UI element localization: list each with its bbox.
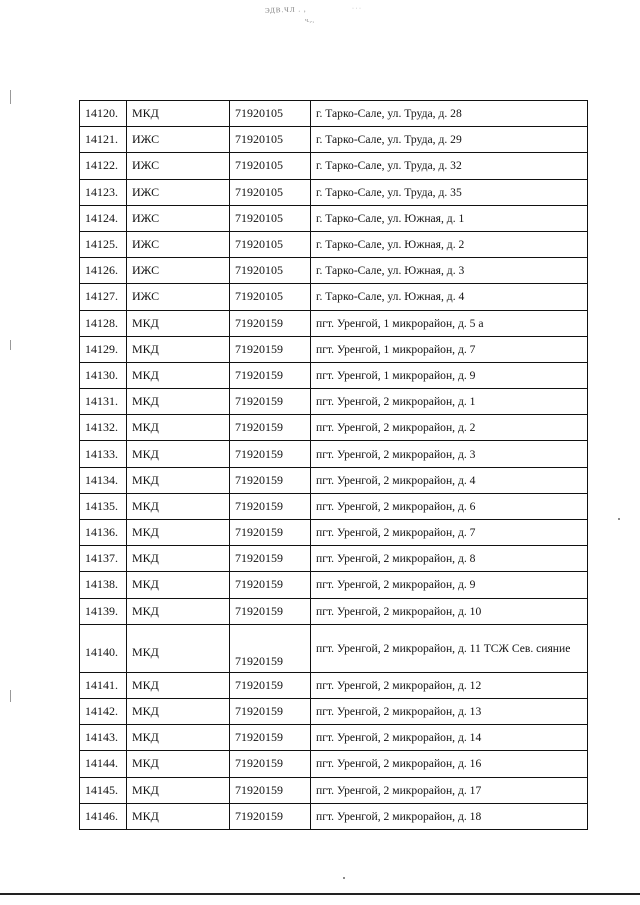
oktmo-code-cell: 71920159 [230,751,311,777]
page-bottom-edge [0,893,640,895]
address-cell: пгт. Уренгой, 2 микрорайон, д. 6 [311,493,588,519]
object-type-cell: МКД [127,493,230,519]
row-number-cell: 14125. [80,231,127,257]
address-cell: пгт. Уренгой, 2 микрорайон, д. 1 [311,389,588,415]
table-row [80,467,588,493]
address-cell: пгт. Уренгой, 1 микрорайон, д. 7 [311,336,588,362]
oktmo-code-cell: 71920159 [230,467,311,493]
address-cell: пгт. Уренгой, 2 микрорайон, д. 13 [311,698,588,724]
scan-edge-mark [10,90,11,104]
row-number-cell: 14141. [80,672,127,698]
table-row [80,205,588,231]
object-type-cell: МКД [127,415,230,441]
address-cell: пгт. Уренгой, 2 микрорайон, д. 2 [311,415,588,441]
scan-speck [343,877,345,879]
address-cell: пгт. Уренгой, 2 микрорайон, д. 16 [311,751,588,777]
row-number-cell: 14142. [80,698,127,724]
table-row [80,441,588,467]
row-number-cell: 14129. [80,336,127,362]
oktmo-code-cell: 71920105 [230,127,311,153]
row-number-cell: 14126. [80,258,127,284]
address-cell: пгт. Уренгой, 2 микрорайон, д. 14 [311,725,588,751]
object-type-cell: МКД [127,389,230,415]
object-type-cell: МКД [127,672,230,698]
object-type-cell: ИЖС [127,284,230,310]
table-row [80,310,588,336]
object-type-cell: ИЖС [127,179,230,205]
row-number-cell: 14138. [80,572,127,598]
address-cell: г. Тарко-Сале, ул. Южная, д. 1 [311,205,588,231]
row-number-cell: 14121. [80,127,127,153]
table-row [80,546,588,572]
row-number-cell: 14122. [80,153,127,179]
oktmo-code-cell: 71920105 [230,205,311,231]
oktmo-code-cell: 71920105 [230,153,311,179]
oktmo-code-cell: 71920105 [230,231,311,257]
table-row [80,389,588,415]
table-row [80,777,588,803]
object-type-cell: МКД [127,751,230,777]
oktmo-code-cell: 71920159 [230,698,311,724]
table-row [80,179,588,205]
scan-speck [618,518,620,520]
object-type-cell: ИЖС [127,231,230,257]
table-row [80,336,588,362]
oktmo-code-cell: 71920159 [230,546,311,572]
object-type-cell: МКД [127,803,230,829]
row-number-cell: 14132. [80,415,127,441]
header-stamp-sub: ч.,., [305,18,315,24]
address-cell: пгт. Уренгой, 2 микрорайон, д. 17 [311,777,588,803]
address-cell: пгт. Уренгой, 2 микрорайон, д. 7 [311,520,588,546]
oktmo-code-cell: 71920105 [230,101,311,127]
table-row [80,572,588,598]
table-row [80,751,588,777]
scan-edge-mark [10,340,11,350]
row-number-cell: 14131. [80,389,127,415]
object-type-cell: МКД [127,336,230,362]
object-type-cell: МКД [127,698,230,724]
oktmo-code-cell: 71920105 [230,258,311,284]
row-number-cell: 14143. [80,725,127,751]
oktmo-code-cell: 71920105 [230,179,311,205]
table-row [80,624,588,672]
table-row [80,101,588,127]
row-number-cell: 14130. [80,362,127,388]
address-cell: пгт. Уренгой, 2 микрорайон, д. 11 ТСЖ Сев. сияние [311,624,588,672]
registry-table [79,100,588,830]
oktmo-code-cell: 71920159 [230,803,311,829]
address-cell: пгт. Уренгой, 2 микрорайон, д. 3 [311,441,588,467]
oktmo-code-cell: 71920159 [230,415,311,441]
oktmo-code-cell: 71920105 [230,284,311,310]
row-number-cell: 14144. [80,751,127,777]
table-row [80,362,588,388]
row-number-cell: 14127. [80,284,127,310]
row-number-cell: 14140. [80,624,127,672]
oktmo-code-cell: 71920159 [230,777,311,803]
object-type-cell: МКД [127,546,230,572]
oktmo-code-cell: 71920159 [230,336,311,362]
object-type-cell: ИЖС [127,127,230,153]
address-cell: пгт. Уренгой, 1 микрорайон, д. 9 [311,362,588,388]
address-cell: пгт. Уренгой, 2 микрорайон, д. 12 [311,672,588,698]
oktmo-code-cell: 71920159 [230,520,311,546]
row-number-cell: 14145. [80,777,127,803]
address-cell: пгт. Уренгой, 2 микрорайон, д. 10 [311,598,588,624]
table-row [80,258,588,284]
oktmo-code-cell: 71920159 [230,598,311,624]
row-number-cell: 14120. [80,101,127,127]
row-number-cell: 14136. [80,520,127,546]
table-row [80,284,588,310]
object-type-cell: МКД [127,572,230,598]
oktmo-code-cell: 71920159 [230,672,311,698]
address-cell: г. Тарко-Сале, ул. Труда, д. 29 [311,127,588,153]
object-type-cell: ИЖС [127,205,230,231]
oktmo-code-cell: 71920159 [230,362,311,388]
oktmo-code-cell: 71920159 [230,389,311,415]
object-type-cell: МКД [127,598,230,624]
row-number-cell: 14123. [80,179,127,205]
address-cell: г. Тарко-Сале, ул. Южная, д. 4 [311,284,588,310]
row-number-cell: 14134. [80,467,127,493]
header-stamp-right: · · · [352,6,361,12]
table-row [80,598,588,624]
table-row [80,493,588,519]
scan-edge-mark [10,690,11,702]
object-type-cell: МКД [127,777,230,803]
row-number-cell: 14128. [80,310,127,336]
oktmo-code-cell: 71920159 [230,493,311,519]
address-cell: г. Тарко-Сале, ул. Труда, д. 32 [311,153,588,179]
address-cell: пгт. Уренгой, 1 микрорайон, д. 5 а [311,310,588,336]
oktmo-code-cell: 71920159 [230,441,311,467]
row-number-cell: 14146. [80,803,127,829]
address-cell: пгт. Уренгой, 2 микрорайон, д. 9 [311,572,588,598]
address-cell: пгт. Уренгой, 2 микрорайон, д. 8 [311,546,588,572]
oktmo-code-cell: 71920159 [230,725,311,751]
row-number-cell: 14139. [80,598,127,624]
address-cell: г. Тарко-Сале, ул. Южная, д. 3 [311,258,588,284]
object-type-cell: МКД [127,310,230,336]
row-number-cell: 14137. [80,546,127,572]
row-number-cell: 14135. [80,493,127,519]
table-row [80,672,588,698]
oktmo-code-cell: 71920159 [230,624,311,672]
address-cell: г. Тарко-Сале, ул. Труда, д. 35 [311,179,588,205]
object-type-cell: ИЖС [127,153,230,179]
address-cell: пгт. Уренгой, 2 микрорайон, д. 4 [311,467,588,493]
table-row [80,415,588,441]
object-type-cell: МКД [127,362,230,388]
object-type-cell: МКД [127,467,230,493]
oktmo-code-cell: 71920159 [230,572,311,598]
row-number-cell: 14133. [80,441,127,467]
address-cell: г. Тарко-Сале, ул. Труда, д. 28 [311,101,588,127]
address-cell: пгт. Уренгой, 2 микрорайон, д. 18 [311,803,588,829]
object-type-cell: МКД [127,520,230,546]
object-type-cell: МКД [127,441,230,467]
table-row [80,725,588,751]
table-row [80,803,588,829]
row-number-cell: 14124. [80,205,127,231]
object-type-cell: ИЖС [127,258,230,284]
table-row [80,153,588,179]
object-type-cell: МКД [127,624,230,672]
table-row [80,520,588,546]
table-row [80,127,588,153]
table-row [80,231,588,257]
oktmo-code-cell: 71920159 [230,310,311,336]
header-stamp: ЭДВ.ЧЛ . , [264,5,307,15]
object-type-cell: МКД [127,725,230,751]
address-cell: г. Тарко-Сале, ул. Южная, д. 2 [311,231,588,257]
table-row [80,698,588,724]
object-type-cell: МКД [127,101,230,127]
